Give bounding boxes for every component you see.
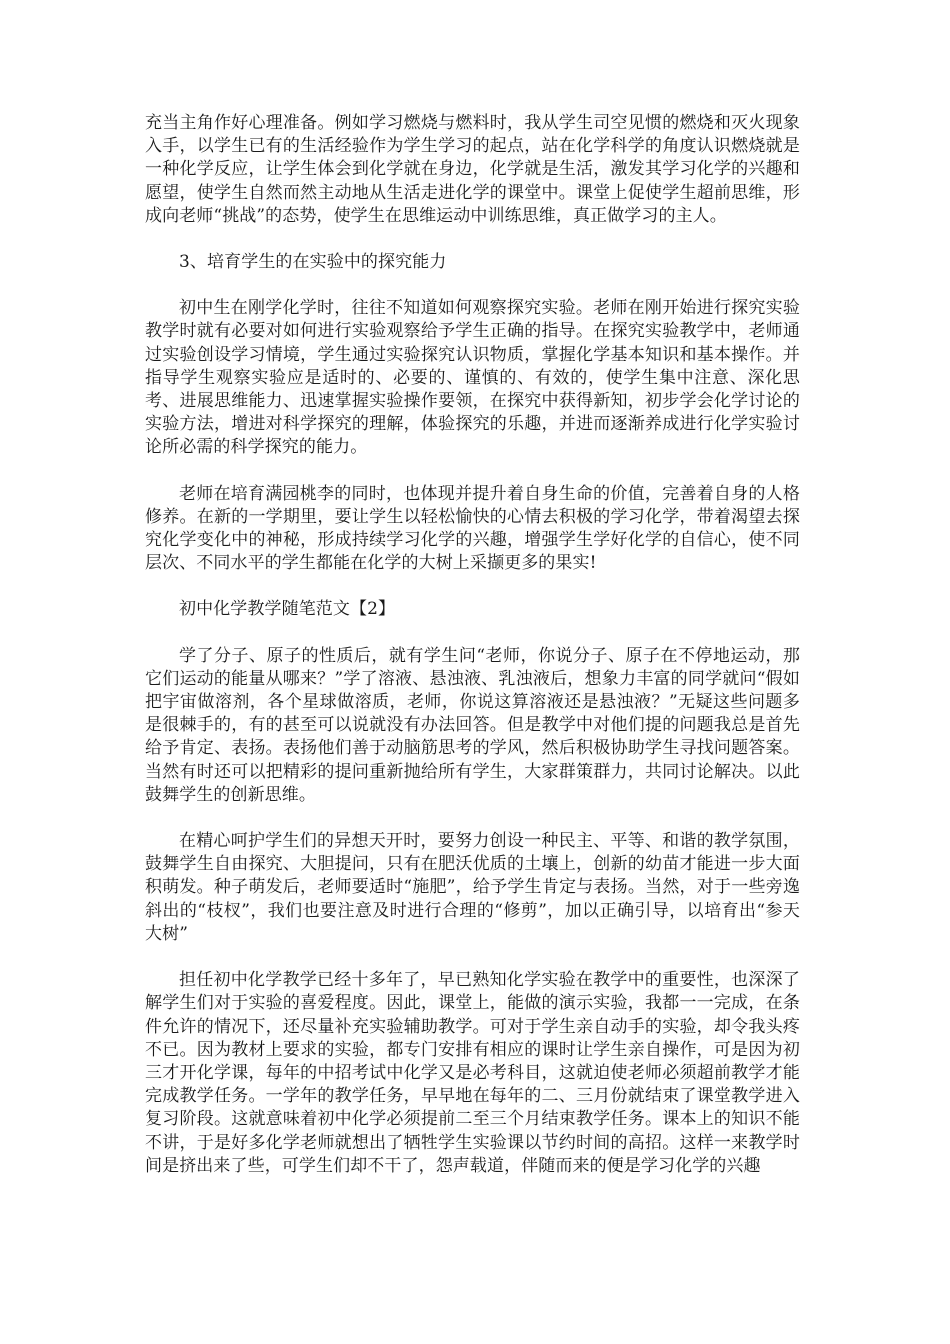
- paragraph-teacher-value: 老师在培育满园桃李的同时，也体现并提升着自身生命的价值，完善着自身的人格修养。在新的一学期里，要让学生以轻松愉快的心情去积极的学习化学，带着渴望去探究化学变化中的神秘，形成持续学习化学的兴趣，增强学生学好化学的自信心，使不同层次、不同水平的学生都能在化学的大树上采撷更多的果实!: [145, 483, 800, 574]
- paragraph-continuation: 充当主角作好心理准备。例如学习燃烧与燃料时，我从学生司空见惯的燃烧和灭火现象入手，以学生已有的生活经验作为学生学习的起点，站在化学科学的角度认识燃烧就是一种化学反应，让学生体会到化学就在身边，化学就是生活，激发其学习化学的兴趣和愿望，使学生自然而然主动地从生活走进化学的课堂中。课堂上促使学生超前思维，形成向老师“挑战”的态势，使学生在思维运动中训练思维，真正做学习的主人。: [145, 113, 800, 226]
- section-heading-experiment-ability: 3、培育学生的在实验中的探究能力: [179, 252, 447, 273]
- paragraph-teaching-atmosphere: 在精心呵护学生们的异想天开时，要努力创设一种民主、平等、和谐的教学氛围，鼓舞学生自由探究、大胆提问，只有在肥沃优质的土壤上，创新的幼苗才能进一步大面积萌发。种子萌发后，老师要适时“施肥”，给予学生肯定与表扬。当然，对于一些旁逸斜出的“枝杈”，我们也要注意及时进行合理的“修剪”，加以正确引导，以培育出“参天大树”: [145, 831, 800, 944]
- section-heading-essay-2: 初中化学教学随笔范文【2】: [179, 599, 396, 620]
- paragraph-experiment-teaching: 担任初中化学教学已经十多年了，早已熟知化学实验在教学中的重要性，也深深了解学生们对于实验的喜爱程度。因此，课堂上，能做的演示实验，我都一一完成，在条件允许的情况下，还尽量补充实验辅助教学。可对于学生亲自动手的实验，却令我头疼不已。因为教材上要求的实验，都专门安排有相应的课时让学生亲自操作，可是因为初三才开化学课，每年的中招考试中化学又是必考科目，这就迫使老师必须超前教学才能完成教学任务。一学年的教学任务，早早地在每年的二、三月份就结束了课堂教学进入复习阶段。这就意味着初中化学必须提前二至三个月结束教学任务。课本上的知识不能不讲，于是好多化学老师就想出了牺牲学生实验课以节约时间的高招。这样一来教学时间是挤出来了些，可学生们却不干了，怨声载道，伴随而来的便是学习化学的兴趣: [145, 970, 800, 1176]
- paragraph-student-questions: 学了分子、原子的性质后，就有学生问“老师，你说分子、原子在不停地运动，那它们运动的能量从哪来？”学了溶液、悬浊液、乳浊液后，想象力丰富的同学就问“假如把宇宙做溶剂，各个星球做溶质，老师，你说这算溶液还是悬浊液？”无疑这些问题多是很棘手的，有的甚至可以说就没有办法回答。但是教学中对他们提的问题我总是首先给予肯定、表扬。表扬他们善于动脑筋思考的学风，然后积极协助学生寻找问题答案。当然有时还可以把精彩的提问重新抛给所有学生，大家群策群力，共同讨论解决。以此鼓舞学生的创新思维。: [145, 645, 800, 805]
- document-body: [145, 112, 800, 1201]
- paragraph-experiment-guidance: 初中生在刚学化学时，往往不知道如何观察探究实验。老师在刚开始进行探究实验教学时就有必要对如何进行实验观察给予学生正确的指导。在探究实验教学中，老师通过实验创设学习情境，学生通过实验探究认识物质，掌握化学基本知识和基本操作。并指导学生观察实验应是适时的、必要的、谨慎的、有效的，使学生集中注意、深化思考、进展思维能力、迅速掌握实验操作要领，在探究中获得新知，初步学会化学讨论的实验方法，增进对科学探究的理解，体验探究的乐趣，并进而逐渐养成进行化学实验讨论所必需的科学探究的能力。: [145, 298, 800, 458]
